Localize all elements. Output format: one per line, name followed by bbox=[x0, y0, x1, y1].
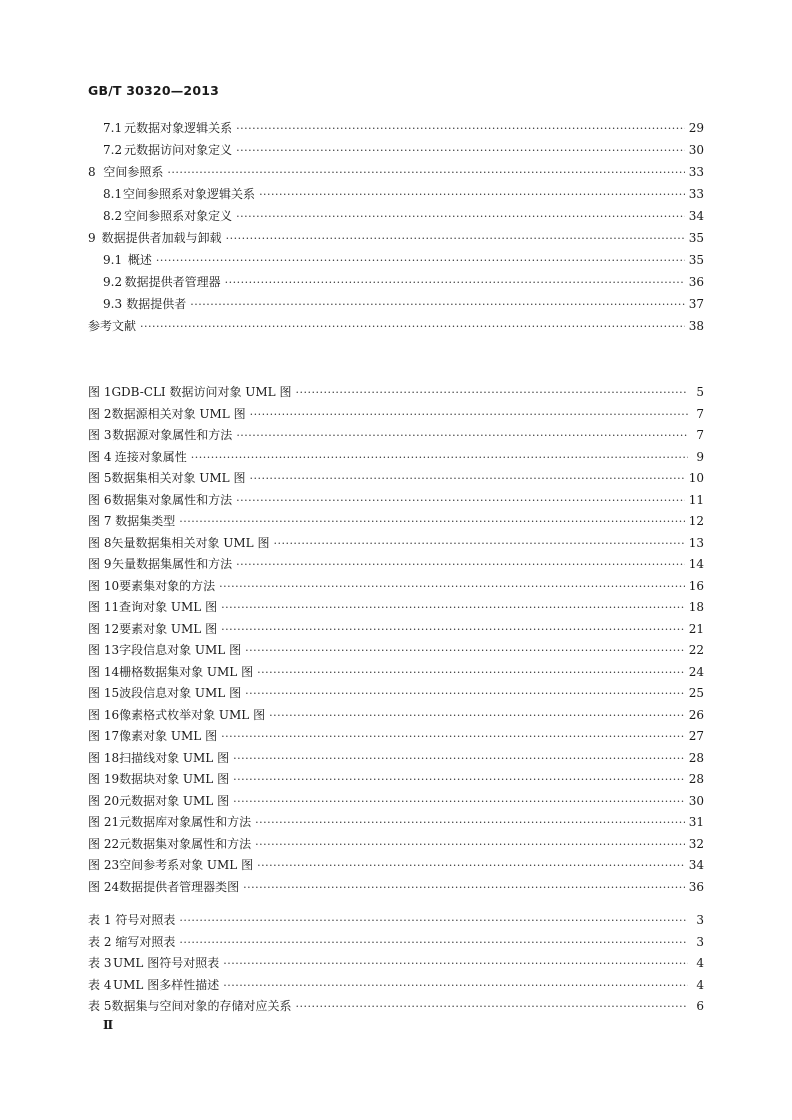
entry-title: 元数据对象 UML 图 bbox=[119, 793, 230, 808]
entry-number: 表 3 bbox=[88, 956, 112, 970]
entry-title: 空间参考系对象 UML 图 bbox=[119, 858, 254, 872]
entry-number: 图 2 bbox=[88, 406, 112, 421]
toc-entry[interactable] bbox=[88, 117, 704, 139]
entry-number: 表 5 bbox=[88, 999, 112, 1013]
entry-page-number: 36 bbox=[688, 879, 704, 894]
entry-page-number: 5 bbox=[696, 385, 704, 399]
figure-entry[interactable] bbox=[88, 726, 704, 748]
entry-title: 数据提供者加载与卸载 bbox=[101, 231, 222, 245]
entry-page-number: 36 bbox=[688, 275, 704, 289]
dot-leader bbox=[221, 726, 685, 748]
entry-page-number: 4 bbox=[696, 956, 704, 970]
dot-leader bbox=[243, 877, 685, 899]
entry-title: 栅格数据集对象 UML 图 bbox=[119, 664, 254, 679]
entry-number: 图 22 bbox=[88, 836, 120, 851]
entry-number: 图 5 bbox=[88, 471, 112, 485]
figure-entry[interactable] bbox=[88, 619, 704, 641]
figure-entry[interactable] bbox=[88, 490, 704, 512]
entry-page-number: 4 bbox=[696, 977, 704, 992]
entry-title: UML 图多样性描述 bbox=[113, 977, 220, 992]
entry-number: 9.2 bbox=[103, 275, 123, 289]
dot-leader bbox=[257, 662, 685, 684]
page-number-footer: Ⅱ bbox=[103, 1018, 114, 1032]
dot-leader bbox=[257, 855, 685, 877]
entry-page-number: 18 bbox=[688, 600, 704, 614]
toc-entry[interactable] bbox=[88, 161, 704, 183]
toc-entry[interactable] bbox=[88, 183, 704, 205]
figure-entry[interactable] bbox=[88, 748, 704, 770]
entry-title: 数据块对象 UML 图 bbox=[119, 772, 230, 786]
dot-leader bbox=[269, 705, 685, 727]
entry-title: 元数据访问对象定义 bbox=[124, 143, 233, 157]
table-entry[interactable] bbox=[88, 953, 704, 975]
entry-page-number: 34 bbox=[688, 858, 704, 872]
figure-entry[interactable] bbox=[88, 597, 704, 619]
entry-number: 图 7 bbox=[88, 514, 112, 528]
dot-leader bbox=[179, 511, 685, 533]
entry-page-number: 7 bbox=[696, 406, 704, 421]
entry-number: 表 1 bbox=[88, 913, 112, 927]
toc-entry[interactable] bbox=[88, 271, 704, 293]
table-entry[interactable] bbox=[88, 910, 704, 932]
table-entry[interactable] bbox=[88, 932, 704, 954]
entry-number: 图 1 bbox=[88, 385, 112, 399]
toc-entry[interactable] bbox=[88, 293, 704, 315]
entry-title: 缩写对照表 bbox=[115, 934, 176, 949]
entry-number: 图 13 bbox=[88, 643, 120, 657]
dot-leader bbox=[191, 447, 688, 469]
dot-leader bbox=[156, 250, 685, 272]
dot-leader bbox=[295, 382, 688, 404]
entry-title: 像素对象 UML 图 bbox=[119, 729, 218, 743]
dot-leader bbox=[259, 184, 685, 206]
entry-page-number: 14 bbox=[688, 557, 704, 571]
entry-title: 数据提供者 bbox=[126, 297, 187, 311]
dot-leader bbox=[223, 975, 688, 997]
entry-number: 9.1 bbox=[103, 253, 123, 267]
entry-page-number: 21 bbox=[688, 621, 704, 636]
entry-title: 数据集对象属性和方法 bbox=[112, 492, 233, 507]
entry-page-number: 26 bbox=[688, 707, 704, 722]
entry-title: UML 图符号对照表 bbox=[113, 956, 220, 970]
figure-entry[interactable] bbox=[88, 855, 704, 877]
entry-page-number: 24 bbox=[688, 664, 704, 679]
entry-page-number: 30 bbox=[688, 143, 704, 157]
dot-leader bbox=[226, 228, 685, 250]
entry-number: 图 23 bbox=[88, 858, 120, 872]
entry-page-number: 33 bbox=[688, 187, 704, 201]
toc-entry[interactable] bbox=[88, 139, 704, 161]
figure-entry[interactable] bbox=[88, 382, 704, 404]
entry-page-number: 10 bbox=[688, 471, 704, 485]
entry-page-number: 16 bbox=[688, 578, 704, 593]
entry-title: 矢量数据集属性和方法 bbox=[112, 557, 233, 571]
figure-entry[interactable] bbox=[88, 468, 704, 490]
dot-leader bbox=[233, 748, 685, 770]
entry-number: 9.3 bbox=[103, 297, 123, 311]
entry-page-number: 13 bbox=[688, 535, 704, 550]
dot-leader bbox=[221, 597, 685, 619]
dot-leader bbox=[140, 316, 685, 338]
entry-title: 元数据集对象属性和方法 bbox=[119, 836, 252, 851]
entry-title: 连接对象属性 bbox=[114, 449, 187, 464]
entry-page-number: 9 bbox=[696, 449, 704, 464]
entry-title: 波段信息对象 UML 图 bbox=[119, 686, 242, 700]
entry-page-number: 35 bbox=[688, 231, 704, 245]
toc-entry[interactable] bbox=[88, 205, 704, 227]
dot-leader bbox=[223, 953, 688, 975]
dot-leader bbox=[236, 140, 685, 162]
figure-list-section bbox=[88, 382, 704, 898]
entry-number: 图 6 bbox=[88, 492, 112, 507]
table-list-section bbox=[88, 910, 704, 1018]
entry-number: 7.2 bbox=[103, 143, 123, 157]
figure-entry[interactable] bbox=[88, 554, 704, 576]
figure-entry[interactable] bbox=[88, 640, 704, 662]
dot-leader bbox=[255, 812, 685, 834]
entry-page-number: 25 bbox=[688, 686, 704, 700]
entry-number: 图 18 bbox=[88, 750, 120, 765]
entry-page-number: 28 bbox=[688, 750, 704, 765]
entry-title: 像素格式枚举对象 UML 图 bbox=[119, 707, 266, 722]
table-entry[interactable] bbox=[88, 975, 704, 997]
figure-entry[interactable] bbox=[88, 791, 704, 813]
dot-leader bbox=[236, 490, 685, 512]
dot-leader bbox=[233, 769, 685, 791]
entry-page-number: 3 bbox=[696, 913, 704, 927]
entry-number: 图 10 bbox=[88, 578, 120, 593]
entry-page-number: 34 bbox=[688, 209, 704, 223]
entry-title: 元数据对象逻辑关系 bbox=[124, 121, 233, 135]
entry-title: 矢量数据集相关对象 UML 图 bbox=[111, 535, 270, 550]
figure-entry[interactable] bbox=[88, 511, 704, 533]
entry-page-number: 27 bbox=[688, 729, 704, 743]
entry-page-number: 38 bbox=[688, 319, 704, 333]
dot-leader bbox=[245, 683, 685, 705]
entry-number: 表 2 bbox=[88, 934, 112, 949]
entry-number: 图 24 bbox=[88, 879, 120, 894]
entry-title: 空间参照系 bbox=[103, 165, 164, 179]
entry-number: 7.1 bbox=[103, 121, 123, 135]
entry-title: 字段信息对象 UML 图 bbox=[119, 643, 242, 657]
dot-leader bbox=[179, 910, 688, 932]
dot-leader bbox=[219, 576, 685, 598]
entry-title: 要素对象 UML 图 bbox=[119, 621, 218, 636]
entry-number: 8.2 bbox=[103, 209, 123, 223]
dot-leader bbox=[190, 294, 684, 316]
entry-title: 要素集对象的方法 bbox=[119, 578, 216, 593]
entry-page-number: 3 bbox=[696, 934, 704, 949]
entry-title: 数据源相关对象 UML 图 bbox=[111, 406, 246, 421]
entry-page-number: 29 bbox=[688, 121, 704, 135]
figure-entry[interactable] bbox=[88, 576, 704, 598]
toc-entry[interactable] bbox=[88, 249, 704, 271]
entry-title: 概述 bbox=[127, 253, 152, 267]
entry-number: 图 14 bbox=[88, 664, 120, 679]
figure-entry[interactable] bbox=[88, 533, 704, 555]
toc-entry[interactable] bbox=[88, 227, 704, 249]
entry-number: 8 bbox=[88, 165, 96, 179]
figure-entry[interactable] bbox=[88, 705, 704, 727]
figure-entry[interactable] bbox=[88, 877, 704, 899]
dot-leader bbox=[236, 425, 688, 447]
entry-number: 8.1 bbox=[103, 187, 123, 201]
entry-page-number: 11 bbox=[688, 492, 704, 507]
dot-leader bbox=[249, 468, 684, 490]
entry-title: 扫描线对象 UML 图 bbox=[119, 750, 230, 765]
entry-page-number: 32 bbox=[688, 836, 704, 851]
figure-entry[interactable] bbox=[88, 834, 704, 856]
figure-entry[interactable] bbox=[88, 812, 704, 834]
dot-leader bbox=[273, 533, 684, 555]
entry-title: 数据集相关对象 UML 图 bbox=[111, 471, 246, 485]
entry-number: 图 9 bbox=[88, 557, 112, 571]
figure-entry[interactable] bbox=[88, 447, 704, 469]
entry-page-number: 31 bbox=[688, 815, 704, 829]
table-entry[interactable] bbox=[88, 996, 704, 1018]
entry-title: 参考文献 bbox=[88, 319, 137, 333]
figure-entry[interactable] bbox=[88, 769, 704, 791]
toc-entry[interactable] bbox=[88, 315, 704, 337]
entry-page-number: 37 bbox=[688, 297, 704, 311]
dot-leader bbox=[167, 162, 684, 184]
figure-entry[interactable] bbox=[88, 662, 704, 684]
dot-leader bbox=[255, 834, 685, 856]
entry-number: 图 15 bbox=[88, 686, 120, 700]
entry-title: 符号对照表 bbox=[115, 913, 176, 927]
entry-title: 数据源对象属性和方法 bbox=[112, 428, 233, 442]
entry-number: 9 bbox=[88, 231, 96, 245]
entry-title: 查询对象 UML 图 bbox=[119, 600, 218, 614]
entry-number: 图 20 bbox=[88, 793, 120, 808]
entry-title: 空间参照系对象逻辑关系 bbox=[123, 187, 256, 201]
entry-number: 图 3 bbox=[88, 428, 112, 442]
toc-section bbox=[88, 117, 704, 337]
dot-leader bbox=[245, 640, 685, 662]
dot-leader bbox=[233, 791, 685, 813]
entry-number: 图 12 bbox=[88, 621, 120, 636]
entry-page-number: 28 bbox=[688, 772, 704, 786]
dot-leader bbox=[225, 272, 685, 294]
entry-page-number: 35 bbox=[688, 253, 704, 267]
entry-number: 表 4 bbox=[88, 977, 112, 992]
dot-leader bbox=[250, 404, 688, 426]
entry-title: 数据集与空间对象的存储对应关系 bbox=[111, 999, 292, 1013]
entry-title: 元数据库对象属性和方法 bbox=[119, 815, 252, 829]
figure-entry[interactable] bbox=[88, 425, 704, 447]
dot-leader bbox=[236, 118, 685, 140]
entry-number: 图 8 bbox=[88, 535, 112, 550]
entry-page-number: 12 bbox=[688, 514, 704, 528]
entry-page-number: 7 bbox=[696, 428, 704, 442]
entry-title: 数据集类型 bbox=[115, 514, 176, 528]
figure-entry[interactable] bbox=[88, 404, 704, 426]
dot-leader bbox=[236, 206, 685, 228]
entry-number: 图 4 bbox=[88, 449, 112, 464]
entry-number: 图 11 bbox=[88, 600, 120, 614]
entry-title: 数据提供者管理器类图 bbox=[119, 879, 240, 894]
entry-page-number: 6 bbox=[696, 999, 704, 1013]
entry-number: 图 21 bbox=[88, 815, 120, 829]
dot-leader bbox=[236, 554, 685, 576]
entry-title: 空间参照系对象定义 bbox=[124, 209, 233, 223]
dot-leader bbox=[179, 932, 688, 954]
dot-leader bbox=[295, 996, 688, 1018]
entry-page-number: 33 bbox=[688, 165, 704, 179]
entry-page-number: 30 bbox=[688, 793, 704, 808]
entry-title: 数据提供者管理器 bbox=[124, 275, 221, 289]
entry-title: GDB-CLI 数据访问对象 UML 图 bbox=[111, 385, 292, 399]
figure-entry[interactable] bbox=[88, 683, 704, 705]
entry-number: 图 19 bbox=[88, 772, 120, 786]
entry-number: 图 16 bbox=[88, 707, 120, 722]
entry-number: 图 17 bbox=[88, 729, 120, 743]
document-code-header: GB/T 30320—2013 bbox=[88, 83, 220, 98]
entry-page-number: 22 bbox=[688, 643, 704, 657]
dot-leader bbox=[221, 619, 685, 641]
